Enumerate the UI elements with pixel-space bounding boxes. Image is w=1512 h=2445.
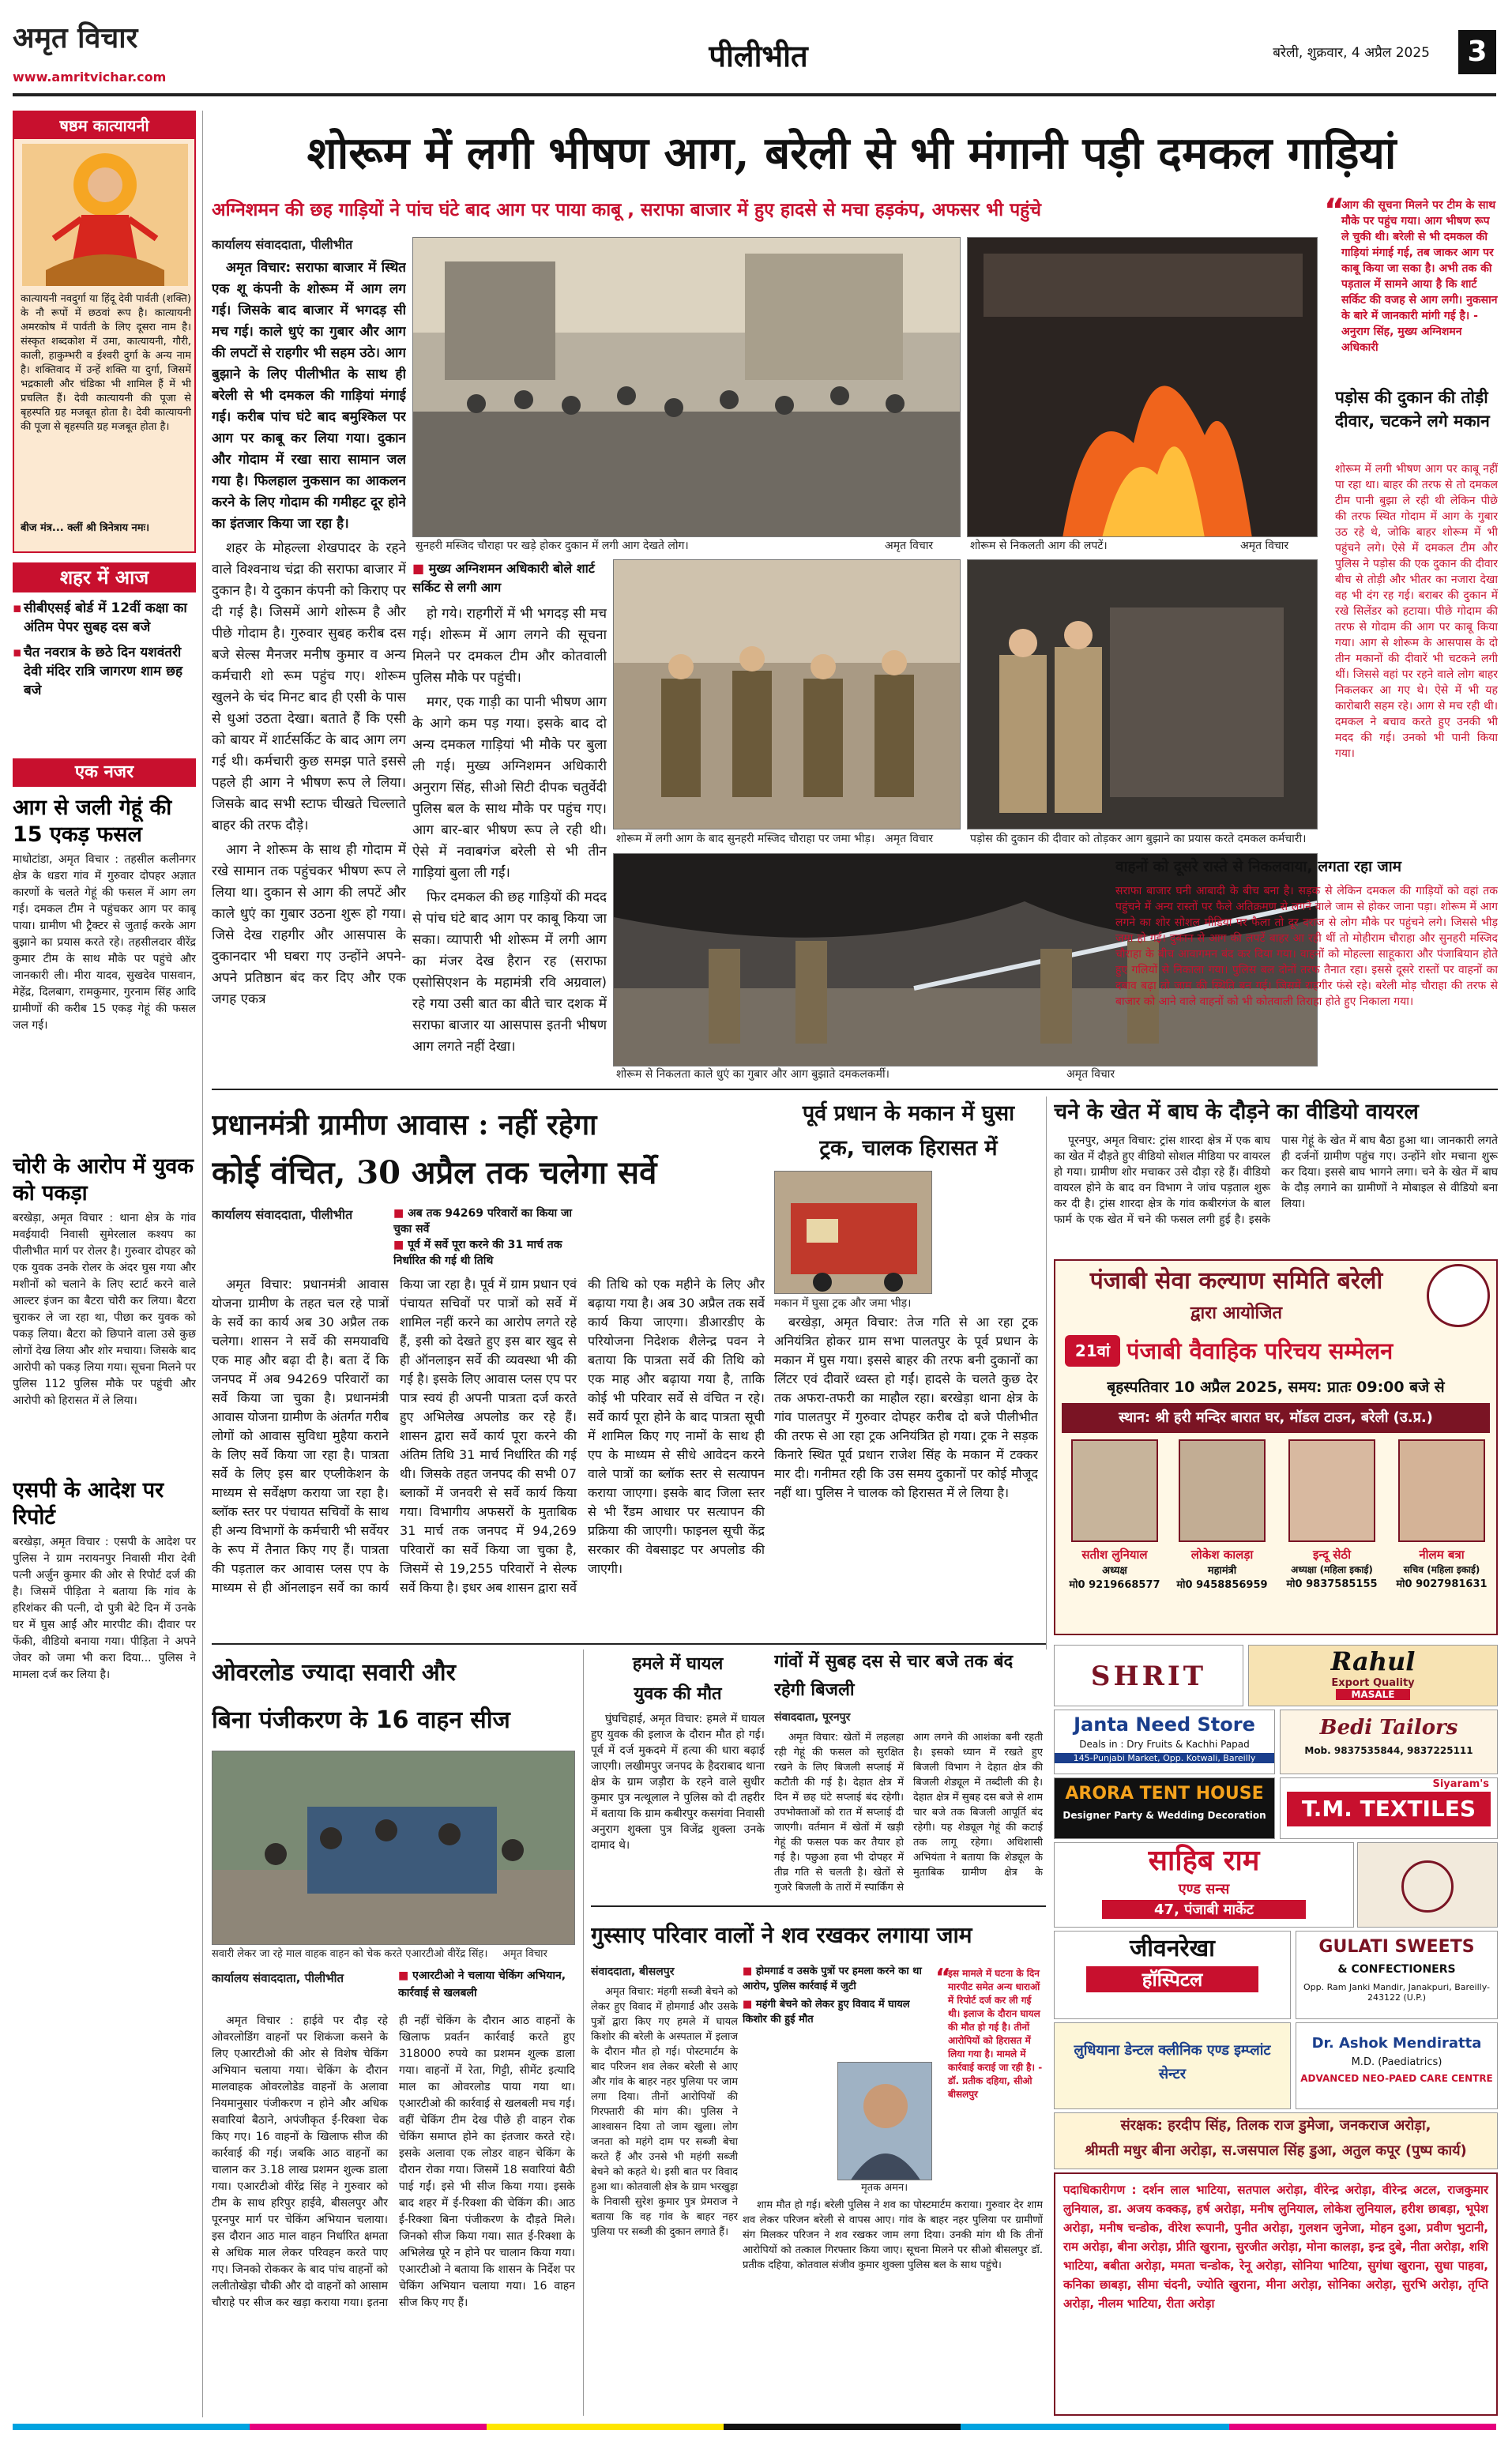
ad-kapil bbox=[1357, 1842, 1498, 1928]
brief-3 bbox=[13, 1477, 196, 1698]
paragraph: अमृत विचार: खेतों में लहलहा रही गेहूं की फसल को सुरक्षित रखने के लिए बिजली सप्लाई में कटौती की गई है। देहात क्षेत्र में दिन में छह घंटे सप्लाई बंद रहेगी। उपभोक्ताओं को रात में सप्लाई दी जाएगी। वर्तमान में खेतों में खड़ी गेहूं की फसल पक कर तैयार हो गई है। पछुआ हवा भी दोपहर में तीव्र गति से चलती है। खेतों से गुजरे बिजली के तारों में स्पार्किंग से आग लगने की आशंका बनी रहती है। इसको ध्यान में रखते हुए बिजली विभाग ने देहात क्षेत्र की बिजली शेड्यूल में तब्दीली की है। देहात क्षेत्र में सुबह दस बजे से शाम चार बजे तक बिजली आपूर्ति बंद रहेगी। यह शेड्यूल गेहूं की कटाई तक लागू रहेगा। अधिशासी अभियंता ने बताया कि शेड्यूल के मुताबिक ग्रामीण क्षेत्र के bbox=[774, 1732, 1043, 1894]
photo-credit: अमृत विचार bbox=[885, 538, 961, 555]
quote-mark-icon: “ bbox=[1324, 197, 1345, 229]
ad-office-bearers: पदाधिकारीगण : दर्शन लाल भाटिया, सतपाल अरोड़ा, वीरेन्द्र अरोड़ा, वीरेन्द्र अटल, राजकुमार लुनियाल, डा. अजय कक्कड़, हर्ष अरोड़ा, मनीष लुनियाल, लोकेश लुनियाल, हरीश छाबड़ा, भूपेश अरोड़ा, मनीष चन्डोक, वीरेश रूपानी, पुनीत अरोड़ा, गुलशन जुनेजा, मोहन दुआ, प्रवीण भुटानी, राम अरोड़ा, बीना अरोड़ा, प्रीति खुराना, सुरजीत अरोड़ा, मोना कालड़ा, इन्द्र दुबे, नीता अरोड़ा, शशि भाटिया, बबीता अरोड़ा, ममता चन्डोक, रेनू अरोड़ा, सोनिया भाटिया, सुगंधा खुराना, सुधा पाहवा, कनिका छाबड़ा, सीमा चंदनी, ज्योति खुराना, मीना अरोड़ा, सोनिका अरोड़ा, सुरभि अरोड़ा, तृप्ति अरोड़ा, नीलम भाटिया, रीता अरोड़ा bbox=[1054, 2172, 1498, 2416]
paragraph: पूरनपुर, अमृत विचार: ट्रांस शारदा क्षेत्र में एक बाघ का खेत में दौड़ते हुए वीडियो सोशल मीडिया पर वायरल हो गया। ग्रामीण शोर मचाकर उसे दौड़ा रहे हैं। वीडियो वायरल होने के बाद वन विभाग ने जांच पड़ताल शुरू कर दी है। ट्रांस शारदा क्षेत्र के गांव कबीरगंज के बाल फार्म के एक खेत में चने की फसल लगी हुई है। इसके पास गेहूं के खेत में बाघ बैठा हुआ था। जानकारी लगते ही दर्जनों ग्रामीण पहुंच गए। उन्होंने शोर मचाना शुरू कर दिया। इससे बाघ भागने लगा। चने के खेत में बाघ के दौड़ लगाने का ग्रामीणों ने मोबाइल से वीडियो बना लिया। bbox=[1054, 1134, 1498, 1226]
paper-name: अमृत विचार bbox=[13, 21, 138, 55]
square-bullet-icon: ■ bbox=[393, 1239, 408, 1251]
traffic-body: सराफा बाजार घनी आबादी के बीच बना है। सड़क से लेकिन दमकल की गाड़ियों को वहां तक पहुंचने में अन्य रास्तों पर फैले अतिक्रमण से लगने वाले जाम से होकर जाना पड़ा। शोरूम में आग लगने का शोर सोशल मीडिया पर फैला तो दूर दराज से लोग मौके पर पहुंचने लगे। जिससे भीड़ जमा हो गई। दुकान से आग की लपटें बाहर आ रही थीं तो मोहीराम चौराहा और सुनहरी मस्जिद चौराहा के बीच आवागमन बंद कर दिया गया। वाहनों को मोहल्ला साहूकारा और पंजाबियान होते हुए गलियों से निकाला गया। पुलिस बल दोनों तरफ तैनात रहा। इससे दूसरे रास्तों पर वाहनों का दबाव बढ़ा तो जाम की स्थिति बन गई। जिसमें राहगीर फंसे रहे। बरेली मोड़ चौराहा की तरफ से बाजार को आने वाले वाहनों को भी कोतवाली तिराहा होते हुए निकाला गया। bbox=[1115, 885, 1498, 1008]
truck-body bbox=[774, 1313, 1038, 1635]
shahar-title: शहर में आज bbox=[13, 562, 196, 592]
square-bullet-icon: ■ bbox=[743, 1999, 756, 2011]
paragraph: आग ने शोरूम के साथ ही गोदाम में रखे सामान तक पहुंचकर भीषण रूप ले लिया था। दुकान से आग की लपटें और काले धुएं का गुबार उठना शुरू हो गया। जिसे देख राहगीर और आसपास के दुकानदार भी घबरा गए उन्होंने अपने-अपने प्रतिष्ठान बंद कर दिए और एक जगह एकत्र bbox=[212, 842, 406, 1007]
traffic-headline: वाहनों को दूसरे रास्ते से निकलवाया, लगता रहा जाम bbox=[1115, 858, 1402, 875]
sewa-sub: द्वारा आयोजित bbox=[1190, 1303, 1283, 1323]
jaam-body2 bbox=[743, 2198, 1043, 2416]
photo-firemen-wall bbox=[967, 559, 1318, 829]
paragraph: हो गये। राहगीरों में भी भगदड़ सी मच गई। शोरूम में आग लगने की सूचना मिलने पर दमकल टीम और कोतवाली पुलिस मौके पर पहुंची। bbox=[412, 606, 607, 686]
photo-police bbox=[613, 559, 961, 829]
paragraph: अमृत विचार: प्रधानमंत्री आवास योजना ग्रामीण के तहत चल रहे पात्रों के सर्वे का कार्य अब 30 अप्रैल तक चलेगा। शासन ने सर्वे की समयावधि एक माह और बढ़ा दी है। बता दें कि जनपद में अब 94269 परिवारों का सर्वे किया जा चुका है। प्रधानमंत्री आवास योजना ग्रामीण के अंतर्गत गरीब लोगों को आवास सुविधा मुहैया कराने के लिए सर्वे किया जा रहा है। पात्रता सर्वे के लिए इस बार एप्लीकेशन के माध्यम से सर्वेक्षण कराया जा रहा है। ब्लॉक स्तर पर पंचायत सचिवों के साथ ही अन्य विभागों के कर्मचारी भी सर्वेयर के रूप में तैनात किए गए हैं। पात्रता की पड़ताल कर आवास प्लस एप के माध्यम से ही ऑनलाइन सर्वे का कार्य किया जा रहा है। पूर्व में ग्राम प्रधान एवं पंचायत सचिवों पर पात्रों को सर्वे में शामिल नहीं करने का आरोप लगते रहे हैं, इसी को देखते हुए इस बार खुद से ही ऑनलाइन सर्वे की व्यवस्था भी की गई है। इसके लिए आवास प्लस एप पर पात्र स्वयं ही अपनी पात्रता दर्ज करते हुए अभिलेख अपलोड कर रहे हैं। शासन द्वारा सर्वे कार्य पूरा करने की अंतिम तिथि 31 मार्च निर्धारित की गई थी। जिसके तहत जनपद की सभी 07 ब्लाकों में जनवरी से सर्वे कार्य किया गया। विभागीय अफसरों के मुताबिक 31 मार्च तक जनपद में 94,269 परिवारों का सर्वे किया जा चुका है, जिसमें से 19,255 परिवारों ने सेल्फ सर्वे किया है। इधर अब शासन द्वारा सर्वे की तिथि को एक महीने के लिए और बढ़ाया गया है। अब 30 अप्रैल तक सर्वे कार्य किया जाएगा। डीआरडीए के परियोजना निदेशक शैलेन्द्र पवन ने बताया कि पात्रता सर्वे की तिथि को एक माह और बढ़ाया गया है, ताकि कोई भी परिवार सर्वे से वंचित न रहे। सर्वे कार्य पूरा होने के बाद पात्रता सूची में शामिल किए गए नामों के साथ ही एप के माध्यम से सीधे आवेदन करने वाले पात्रों का ब्लॉक स्तर से सत्यापन कराया जाएगा। इसके बाद जिला स्तर से भी रैंडम आधार पर सत्यापन की प्रक्रिया की जाएगी। फाइनल सूची केंद्र सरकार की वेबसाइट पर अपलोड की जाएगी। bbox=[212, 1277, 765, 1595]
list-item: ■ पूर्व में सर्वे पूरा करने की 31 मार्च तक निर्धारित की गई थी तिथि bbox=[393, 1239, 562, 1267]
member-card: लोकेश कालड़ा महामंत्री मो0 9458856959 bbox=[1171, 1439, 1273, 1632]
square-bullet-icon: ■ bbox=[412, 561, 429, 576]
ad-gulati: GULATI SWEETS & CONFECTIONERS Opp. Ram Janki Mandir, Janakpuri, Bareilly-243122 (U.P.) bbox=[1296, 1931, 1498, 2019]
sewa-event-num: 21वां bbox=[1065, 1335, 1120, 1367]
lead-byline: कार्यालय संवाददाता, पीलीभीत bbox=[212, 237, 353, 252]
ad-doctor: Dr. Ashok Mendiratta M.D. (Paediatrics) ADVANCED NEO-PAED CARE CENTRE bbox=[1296, 2022, 1498, 2109]
website-url: www.amritvichar.com bbox=[13, 70, 167, 85]
brief-title: एसपी के आदेश पर रिपोर्ट bbox=[13, 1478, 164, 1529]
ghayal-headline: हमले में घायल युवक की मौत bbox=[632, 1654, 724, 1704]
square-bullet-icon: ■ bbox=[743, 1965, 756, 1977]
overload-headline: ओवरलोड ज्यादा सवारी और बिना पंजीकरण के 16 वाहन सीज bbox=[212, 1659, 510, 1734]
photo-caption: शोरूम में लगी आग के बाद सुनहरी मस्जिद चौराहा पर जमा भीड़। bbox=[616, 831, 877, 848]
goddess-text: कात्यायनी नवदुर्गा या हिंदू देवी पार्वती (शक्ति) के नौ रूपों में छठवां रूप है। कात्यायनी अमरकोष में पार्वती के लिए दूसरा नाम है। संस्कृत शब्दकोश में उमा, कात्यायनी, गौरी, काली, हाकुम्भरी व ईश्वरी दुर्गा के अन्य नाम है। शक्तिवाद में उन्हें शक्ति या दुर्गा, जिसमें भद्रकाली और चंडिका भी शामिल हैं में भी प्रचलित हैं। देवी कात्यायनी की पूजा से बृहस्पति ग्रह मजबूत होता है। देवी कात्यायनी की पूजा से बृहस्पति ग्रह मजबूत होता है। bbox=[21, 293, 191, 433]
jaam-byline: संवाददाता, बीसलपुर bbox=[591, 1965, 675, 1978]
member-photo bbox=[1288, 1439, 1375, 1542]
paragraph: अमृत विचार : हाईवे पर दौड़ रहे ओवरलोडिंग वाहनों पर शिकंजा कसने के लिए एआरटीओ की ओर से विशेष चेकिंग अभियान चलाया गया। चेकिंग के दौरान मालवाहक ओवरलोडेड वाहनों के अलावा नियमानुसार पंजीकरण न होने और अधिक सवारियां बैठाने, अपंजीकृत ई-रिक्शा चेक किए गए। 16 वाहनों के खिलाफ सीज की कार्रवाई की गई। जबकि आठ वाहनों का चालान कर 3.18 लाख प्रशमन शुल्क डाला गया। एआरटीओ वीरेंद्र सिंह ने गुरुवार को टीम के साथ हरिपुर हाईवे, बीसलपुर और पूरनपुर मार्ग पर चेकिंग अभियान चलाया। इस दौरान आठ माल वाहन निर्धारित क्षमता से अधिक माल लेकर परिवहन करते पाए गए। जिनको रोककर के बाद पांच वाहनों को ललीतोखेड़ा चौकी और दो वाहनों को आसाम चौराहे पर सीज कर खड़ा कराया गया। इतना ही नहीं चेकिंग के दौरान आठ वाहनों के खिलाफ प्रवर्तन कार्रवाई करते हुए 318000 रुपये का प्रशमन शुल्क डाला गया। वाहनों में रेता, गिट्टी, सीमेंट इत्यादि माल का ओवरलोड पाया गया था। एआरटीओ की कार्रवाई से खलबली मच गई। वहीं चेकिंग टीम देख पीछे ही वाहन रोक चेकिंग समाप्त होने का इंतजार करते रहे। इसके अलावा एक लोडर वाहन चेकिंग के दौरान रोका गया। जिसमें 18 सवारियां बैठी पाई गईं। इसे भी सीज किया गया। इसके बाद शहर में ई-रिक्शा की चेकिंग की। आठ ई-रिक्शा बिना पंजीकरण के दौड़ते मिले। जिनको सीज किया गया। सात ई-रिक्शा के अभिलेख पूरे न होने पर चालान किया गया। एआरटीओ ने बताया कि शासन के निर्देश पर चेकिंग अभियान चलाया गया। 16 वाहन सीज किए गए हैं। bbox=[212, 2014, 575, 2309]
awas-byline: कार्यालय संवाददाता, पीलीभीत bbox=[212, 1207, 353, 1222]
tiger-body bbox=[1054, 1133, 1498, 1253]
member-card: नीलम बत्रा सचिव (महिला इकाई) मो0 9027981631 bbox=[1389, 1439, 1495, 1632]
bullet-icon: ▪ bbox=[13, 645, 22, 660]
ad-jeevan: जीवनरेखा हॉस्पिटल bbox=[1054, 1931, 1291, 2019]
goddess-title: षष्ठम कात्यायनी bbox=[14, 112, 194, 139]
photo-caption: सुनहरी मस्जिद चौराहा पर खड़े होकर दुकान में लगी आग देखते लोग। bbox=[416, 538, 858, 555]
masthead bbox=[0, 0, 1512, 103]
side-body: शोरूम में लगी भीषण आग पर काबू नहीं पा रहा था। बाहर की तरफ से तो दमकल टीम पानी बुझा ले रही थी लेकिन पीछे की तरफ स्थित गोदाम में आग के गुबार उठ रहे थे, जोकि बाहर शोरूम में भी पहुंचने लगे। ऐसे में दमकल टीम और पुलिस ने पड़ोस की एक दुकान की दीवार बीच से तोड़ी और भीतर का नजारा देखा वह भी दंग रह गई। बराबर की दुकान में रखे सिलेंडर को हटाया। पीछे गोदाम की तरफ से गोदाम की आग पर काबू किया गया। आग से शोरूम के आसपास के दो तीन मकानों की दीवारें भी चटकने लगी थीं। जिससे वहां पर रहने वाले लोग बाहर निकलकर आ गए थे। ऐसे में भी यह कारोबारी सहम रहे। आग से मच रही थी। दमकल ने बचाव करते हुए उनकी भी मदद की गई। उनको भी पानी किया गया। bbox=[1335, 463, 1498, 760]
column-divider bbox=[1046, 1096, 1047, 1649]
awas-bullets bbox=[393, 1206, 575, 1269]
photo-caption: मृतक अमन। bbox=[861, 2180, 932, 2195]
photo-truck bbox=[774, 1171, 932, 1294]
page-number: 3 bbox=[1458, 30, 1496, 74]
truck-headline: पूर्व प्रधान के मकान में घुसा ट्रक, चालक हिरासत में bbox=[802, 1101, 1015, 1160]
square-bullet-icon: ■ bbox=[393, 1207, 408, 1220]
section-rule bbox=[212, 1089, 1498, 1090]
paragraph: घुंघचिहाई, अमृत विचार: हमले में घायल हुए युवक की इलाज के दौरान मौत हो गई। पूर्व में दर्ज मुकदमे में हत्या की धारा बढ़ाई जाएगी। लखीमपुर जनपद के हैदराबाद थाना क्षेत्र के ग्राम जड़ौरा के रहने वाले सुधीर कुमार पुत्र नत्थूलाल ने पुलिस को दी तहरीर में बताया कि ग्राम कबीरपुर कसगंवा निवासी अनुराग शुक्ला पुत्र विजेंद्र शुक्ला उनके दामाद थे। bbox=[591, 1713, 765, 1852]
jaam-body bbox=[591, 1984, 738, 2416]
bijli-body bbox=[774, 1730, 1043, 1901]
section-rule bbox=[591, 1905, 1046, 1907]
jaam-headline: गुस्साए परिवार वालों ने शव रखकर लगाया जाम bbox=[591, 1922, 972, 1948]
edition-name: पीलीभीत bbox=[709, 39, 808, 73]
member-photo bbox=[1071, 1439, 1158, 1542]
awas-headline: प्रधानमंत्री ग्रामीण आवास : नहीं रहेगा कोई वंचित, 30 अप्रैल तक चलेगा सर्वे bbox=[212, 1108, 657, 1191]
ad-bedi: Bedi Tailors Mob. 9837535844, 9837225111 bbox=[1280, 1710, 1498, 1774]
paragraph: मगर, एक गाड़ी का पानी भीषण आग के आगे कम पड़ गया। इसके बाद दो अन्य दमकल गाड़ियां भी मौके पर बुला ली गई। मुख्य अग्निशमन अधिकारी अनुराग सिंह, सीओ सिटी दीपक चतुर्वेदी पुलिस बल के साथ मौके पर पहुंच गए। आग बार-बार भीषण रूप ले रही थी। ऐसे में नवाबगंज बरेली से भी तीन गाड़ियां बुला ली गईं। bbox=[412, 694, 607, 881]
photo-credit: अमृत विचार bbox=[1066, 1066, 1153, 1084]
lead-body2-sub: ■ मुख्य अग्निशमन अधिकारी बोले शार्ट सर्किट से लगी आग bbox=[412, 561, 595, 595]
ad-tm: Siyaram's T.M. TEXTILES bbox=[1280, 1777, 1498, 1839]
awas-body bbox=[212, 1275, 765, 1635]
shahar-list bbox=[13, 599, 196, 757]
lead-quote: “ आग की सूचना मिलने पर टीम के साथ मौके पर पहुंच गया। आग भीषण रूप ले चुकी थी। बरेली से भी दमकल की गाड़ियां मंगाई गई, तब जाकर आग पर काबू किया जा सका है। अभी तक की पड़ताल में सामने आया है कि शार्ट सर्किट की वजह से आग लगी। नुकसान के बारे में जानकारी मांगी गई है। - अनुराग सिंह, मुख्य अग्निशमन अधिकारी bbox=[1324, 197, 1498, 379]
overload-byline: कार्यालय संवाददाता, पीलीभीत bbox=[212, 1971, 344, 1985]
sewa-title: पंजाबी सेवा कल्याण समिति बरेली bbox=[1089, 1267, 1383, 1295]
logo-icon bbox=[1401, 1860, 1454, 1913]
photo-victim bbox=[837, 2062, 932, 2180]
ad-sanrakshak: संरक्षक: हरदीप सिंह, तिलक राज डुमेजा, जनकराज अरोड़ा, श्रीमती मधुर बीना अरोड़ा, स.जसपाल सिंह डुआ, अतुल कपूर (पुष्प कार्य) bbox=[1054, 2112, 1498, 2169]
bijli-byline: संवाददाता, पूरनपुर bbox=[774, 1711, 851, 1724]
brief-2 bbox=[13, 1153, 196, 1473]
lead-headline: शोरूम में लगी भीषण आग, बरेली से भी मंगानी पड़ी दमकल गाड़ियां bbox=[307, 127, 1397, 179]
paragraph: अमृत विचार: मंहगी सब्जी बेचने को लेकर हुए विवाद में होमगार्ड और उसके पुत्रों द्वारा किए गए हमले में घायल किशोर की बरेली के अस्पताल में इलाज के दौरान मौत हो गई। पोस्टमार्टम के बाद परिजन शव लेकर बरेली से आए और गांव के बाहर नहर पुलिया पर जाम लगा दिया। तीनों आरोपियों की गिरफ्तारी की मांग की। पुलिस ने आश्वासन दिया तो जाम खुला। लोग जनता को महंगे दाम पर सब्जी बेचा करते हैं और उनसे भी महंगी सब्जी बेचने को कहते थे। इसी बात पर विवाद हुआ था। कोतवाली क्षेत्र के ग्राम भरखुड़ा के निवासी सुरेश कुमार पुत्र प्रेमराज ने बताया कि वह गांव के बाहर नहर पुलिया पर सब्जी की दुकान लगाते हैं। bbox=[591, 1986, 738, 2238]
sidebar bbox=[13, 111, 196, 2417]
sewa-date: बृहस्पतिवार 10 अप्रैल 2025, समय: प्रातः 09:00 बजे से bbox=[1107, 1379, 1445, 1396]
photo-overload bbox=[212, 1751, 575, 1945]
quote-mark-icon: “ bbox=[935, 1967, 951, 1992]
ad-rahul: Rahul Export Quality MASALE bbox=[1248, 1645, 1498, 1706]
list-item: ▪ सीबीएसई बोर्ड में 12वीं कक्षा का अंतिम पेपर सुबह दस बजे bbox=[13, 600, 187, 635]
lead-subheadline: अग्निशमन की छह गाड़ियों ने पांच घंटे बाद आग पर पाया काबू , सराफा बाजार में हुए हादसे से मचा हड़कंप, अफसर भी पहुंचे bbox=[212, 200, 1041, 220]
list-item: ■ अब तक 94269 परिवारों का किया जा चुका सर्वे bbox=[393, 1207, 573, 1236]
member-card: सतीश लुनियाल अध्यक्ष मो0 9219668577 bbox=[1063, 1439, 1166, 1632]
column-divider bbox=[583, 1649, 584, 2416]
dateline: बरेली, शुक्रवार, 4 अप्रैल 2025 bbox=[1273, 45, 1430, 61]
list-item: ■ होमगार्ड व उसके पुत्रों पर हमला करने का था आरोप, पुलिस कार्रवाई में जुटी bbox=[743, 1965, 922, 1992]
bullet-icon: ▪ bbox=[13, 600, 22, 616]
sewa-venue: स्थान: श्री हरी मन्दिर बारात घर, मॉडल टाउन, बरेली (उ.प्र.) bbox=[1062, 1403, 1490, 1433]
ad-ludhiana: लुधियाना डेन्टल क्लीनिक एण्ड इम्प्लांट सेन्टर bbox=[1054, 2022, 1291, 2109]
section-rule bbox=[212, 1643, 1046, 1645]
column-divider bbox=[202, 111, 203, 2417]
tiger-headline: चने के खेत में बाघ के दौड़ने का वीडियो वायरल bbox=[1054, 1100, 1419, 1124]
brief-title: आग से जली गेहूं की 15 एकड़ फसल bbox=[13, 796, 172, 847]
paragraph: फिर दमकल की छह गाड़ियों की मदद से पांच घंटे बाद आग पर काबू किया जा सका। व्यापारी भी शोरूम में लगी आग का मंजर देख हैरान रह (सराफा एसोसिएशन के महामंत्री रवि अग्रवाल) रहे गया उसी बात का बीते चार दशक में सराफा बाजार या आसपास इतनी भीषण आग लगते नहीं देखा। bbox=[412, 890, 607, 1055]
photo-credit: अमृत विचार bbox=[502, 1947, 575, 1962]
ad-janta: Janta Need Store Deals in : Dry Fruits & Kachhi Papad 145-Punjabi Market, Opp. Kotwali, Bareilly bbox=[1054, 1710, 1275, 1774]
photo-caption: सवारी लेकर जा रहे माल वाहक वाहन को चेक करते एआरटीओ वीरेंद्र सिंह। bbox=[212, 1947, 496, 1962]
goddess-mantra: बीज मंत्र... क्लीं श्री त्रिनेत्राय नमः। bbox=[21, 522, 150, 534]
lead-body2-column bbox=[412, 604, 607, 1073]
brief-1 bbox=[13, 795, 196, 1147]
list-item: ▪ चैत नवरात्र के छठे दिन यशवंतरी देवी मंदिर रात्रि जागरण शाम छह बजे bbox=[13, 645, 183, 698]
ad-arora: ARORA TENT HOUSE Designer Party & Wedding Decoration bbox=[1054, 1777, 1275, 1839]
ad-shrit: SHRIT bbox=[1054, 1645, 1243, 1706]
ghayal-body bbox=[591, 1711, 765, 1901]
overload-sub: ■ एआरटीओ ने चलाया चेकिंग अभियान, कार्रवाई से खलबली bbox=[398, 1969, 566, 1999]
photo-crowd bbox=[412, 237, 961, 537]
goddess-box bbox=[13, 111, 196, 553]
footer-strip bbox=[13, 2421, 1496, 2433]
member-card: इन्दू सेठी अध्यक्षा (महिला इकाई) मो0 9837585155 bbox=[1278, 1439, 1386, 1632]
paragraph: बरखेड़ा, अमृत विचार: तेज गति से आ रहा ट्रक अनियंत्रित होकर ग्राम सभा पालतपुर के पूर्व प्रधान के मकान में घुस गया। इससे बाहर की तरफ बनी दुकानों का लिंटर एवं दीवारें ध्वस्त हो गईं। हादसे के चलते कुछ देर तक अफरा-तफरी का माहौल रहा। बरखेड़ा थाना क्षेत्र के गांव पालतपुर में गुरुवार दोपहर करीब दो बजे पीलीभीत की तरफ से आ रहा ट्रक अनियंत्रित हो गया। ट्रक ने सड़क किनारे स्थित पूर्व प्रधान राजेश सिंह के मकान में टक्कर मार दी। गनीमत रही कि उस समय दुकानों पर कोई मौजूद नहीं था। पुलिस ने चालक को हिरासत में ले लिया है। bbox=[774, 1315, 1038, 1500]
side-subhead: पड़ोस की दुकान की तोड़ी दीवार, चटकने लगे मकान bbox=[1335, 388, 1490, 431]
photo-caption: शोरूम से निकलती आग की लपटें। bbox=[970, 538, 1207, 555]
lead-body-column bbox=[212, 258, 406, 1071]
bijli-headline: गांवों में सुबह दस से चार बजे तक बंद रहेगी बिजली bbox=[774, 1652, 1014, 1700]
list-item: ■ महंगी बेचने को लेकर हुए विवाद में घायल किशोर की हुई मौत bbox=[743, 1999, 910, 2026]
jaam-box: “ इस मामले में घटना के दिन मारपीट समेत अन्य धाराओं में रिपोर्ट दर्ज कर ली गई थी। इलाज के दौरान घायल की मौत हो गई है। तीनों आरोपियों को हिरासत में लिया गया है। मामले में कार्रवाई कराई जा रही है। - डॉ. प्रतीक दहिया, सीओ बीसलपुर bbox=[935, 1967, 1043, 2185]
goddess-image bbox=[22, 144, 188, 286]
photo-credit: अमृत विचार bbox=[1240, 538, 1318, 555]
lead-paragraph: अमृत विचार: सराफा बाजार में स्थित एक शू कंपनी के शोरूम में आग लग गई। जिसके बाद बाजार में भगदड़ सी मच गई। काले धुएं का गुबार और आग की लपटों से राहगीर भी सहम उठे। आग बुझाने के लिए पीलीभीत के साथ ही बरेली से भी दमकल की गाड़ियां मंगाई गई। करीब पांच घंटे बाद बमुश्किल पर आग पर काबू कर लिया गया। दुकान और गोदाम में रखा सारा सामान जल गया है। फिलहाल नुकसान का आकलन करने के लिए गोदाम की गमीहट दूर होने का इंतजार किया जा रहा है। bbox=[212, 260, 406, 532]
brief-body: बरखेड़ा, अमृत विचार : थाना क्षेत्र के गांव मवईयादी निवासी सुमेरलाल कश्यप का पीलीभीत मार्ग पर रोलर है। गुरुवार दोपहर को एक युवक उनके रोलर के अंदर घुस गया और मशीनों को चलाने के लिए स्टार्ट करने वाले आल्टर इंजन का बैटरा चोरी कर लिया। बैटरा चुराकर ले जा रहा था, पीछा कर युवक को पकड़ लिया। बैटरा को छिपाने वाला उसे कुछ लोगों देख लिया और शोर मचाया। जिसके बाद आरोपी को पकड़ लिया गया। सूचना मिलने पर पुलिस 112 पुलिस मौके पर पहुंची और आरोपी को हिरासत में ले लिया। bbox=[13, 1212, 196, 1407]
paragraph: शाम मौत हो गई। बरेली पुलिस ने शव का पोस्टमार्टम कराया। गुरुवार देर शाम शव लेकर परिजन बरेली से वापस आए। गांव के बाहर नहर पुलिया पर ग्रामीणों संग मिलकर परिजन ने शव रखकर जाम लगा दिया। उनकी मांग थी कि तीनों आरोपियों को तत्काल गिरफ्तार किया जाए। सूचना मिलने पर सीओ बीसलपुर डॉ. प्रतीक दहिया, कोतवाल संजीव कुमार शुक्ला पुलिस बल के साथ पहुंचे। bbox=[743, 2199, 1043, 2271]
sewa-logo-icon bbox=[1427, 1264, 1490, 1327]
eknazar-title: एक नजर bbox=[13, 758, 196, 787]
photo-caption: शोरूम से निकलता काले धुएं का गुबार और आग बुझाते दमकलकर्मी। bbox=[616, 1066, 1059, 1084]
masthead-rule bbox=[13, 93, 1496, 96]
member-photo bbox=[1398, 1439, 1485, 1542]
photo-credit: अमृत विचार bbox=[885, 831, 961, 848]
brief-body: माधोटांडा, अमृत विचार : तहसील कलीनगर क्षेत्र के धडरा गांव में गुरुवार दोपहर अज्ञात कारणों के चलते गेहूं की फसल में आग लग गई। दमकल टीम ने पहुंचकर आग पर काबू पाया। ग्रामीण भी ट्रैक्टर से जुताई करके आग बुझाने का प्रयास करते रहे। तहसीलदार वीरेंद्र कुमार टीम के साथ मौके पर पहुंचे और जानकारी ली। मीरा यादव, सुखदेव पासवान, मेहेंद्र, दिलबाग, रामकुमार, गुरनाम सिंह आदि ग्रामीणों की करीब 15 एकड़ गेहूं की फसल जल गई। bbox=[13, 853, 196, 1032]
member-photo bbox=[1179, 1439, 1266, 1542]
photo-caption: मकान में घुसा ट्रक और जमा भीड़। bbox=[774, 1296, 980, 1311]
photo-fire-shop bbox=[967, 237, 1318, 537]
brief-title: चोरी के आरोप में युवक को पकड़ा bbox=[13, 1154, 194, 1206]
jaam-bullets bbox=[743, 1964, 932, 2059]
square-bullet-icon: ■ bbox=[398, 1969, 413, 1982]
paragraph: शहर के मोहल्ला शेखपादर के रहने वाले विश्वनाथ चंद्रा की सराफा बाजार में दुकान है। ये दुकान कंपनी को किराए पर दी गई है। जिसमें आगे शोरूम है और पीछे गोदाम है। गुरुवार सुबह करीब दस बजे सेल्स मैनजर मनीष कुमार व अन्य कर्मचारी शो रूम पहुंच गए। शोरूम खुलने के चंद मिनट बाद ही एसी के पास से धुआं उठता देखा। बताते हैं कि एसी को बायर में शार्टसर्किट के बाद आग लग गई थी। कर्मचारी कुछ समझ पाते इससे पहले ही आग ने भीषण रूप ले लिया। जिसके बाद सभी स्टाफ चीखते चिल्लाते बाहर की तरफ दौड़े। bbox=[212, 540, 406, 833]
sewa-ad bbox=[1054, 1259, 1498, 1635]
overload-body bbox=[212, 2013, 575, 2416]
ad-sahib: साहिब राम एण्ड सन्स 47, पंजाबी मार्केट bbox=[1054, 1842, 1354, 1928]
brief-body: बरखेड़ा, अमृत विचार : एसपी के आदेश पर पुलिस ने ग्राम नरायनपुर निवासी मीरा देवी पत्नी अर्जुन कुमार की ओर से रिपोर्ट दर्ज की है। जिसमें पीड़िता ने बताया कि गांव के हरिशंकर की पत्नी, दो पुत्री बेटे दिन में उनके घर में घुस आईं और मारपीट की। दीवार पर फेंकी, वीडियो बनाया गया। पीड़िता ने अपने जेवर को जमा भी करा दिया... पुलिस ने मामला दर्ज कर लिया है। bbox=[13, 1536, 196, 1681]
sewa-event: पंजाबी वैवाहिक परिचय सम्मेलन bbox=[1126, 1337, 1394, 1364]
photo-caption: पड़ोस की दुकान की दीवार को तोड़कर आग बुझाने का प्रयास करते दमकल कर्मचारी। bbox=[970, 831, 1318, 848]
